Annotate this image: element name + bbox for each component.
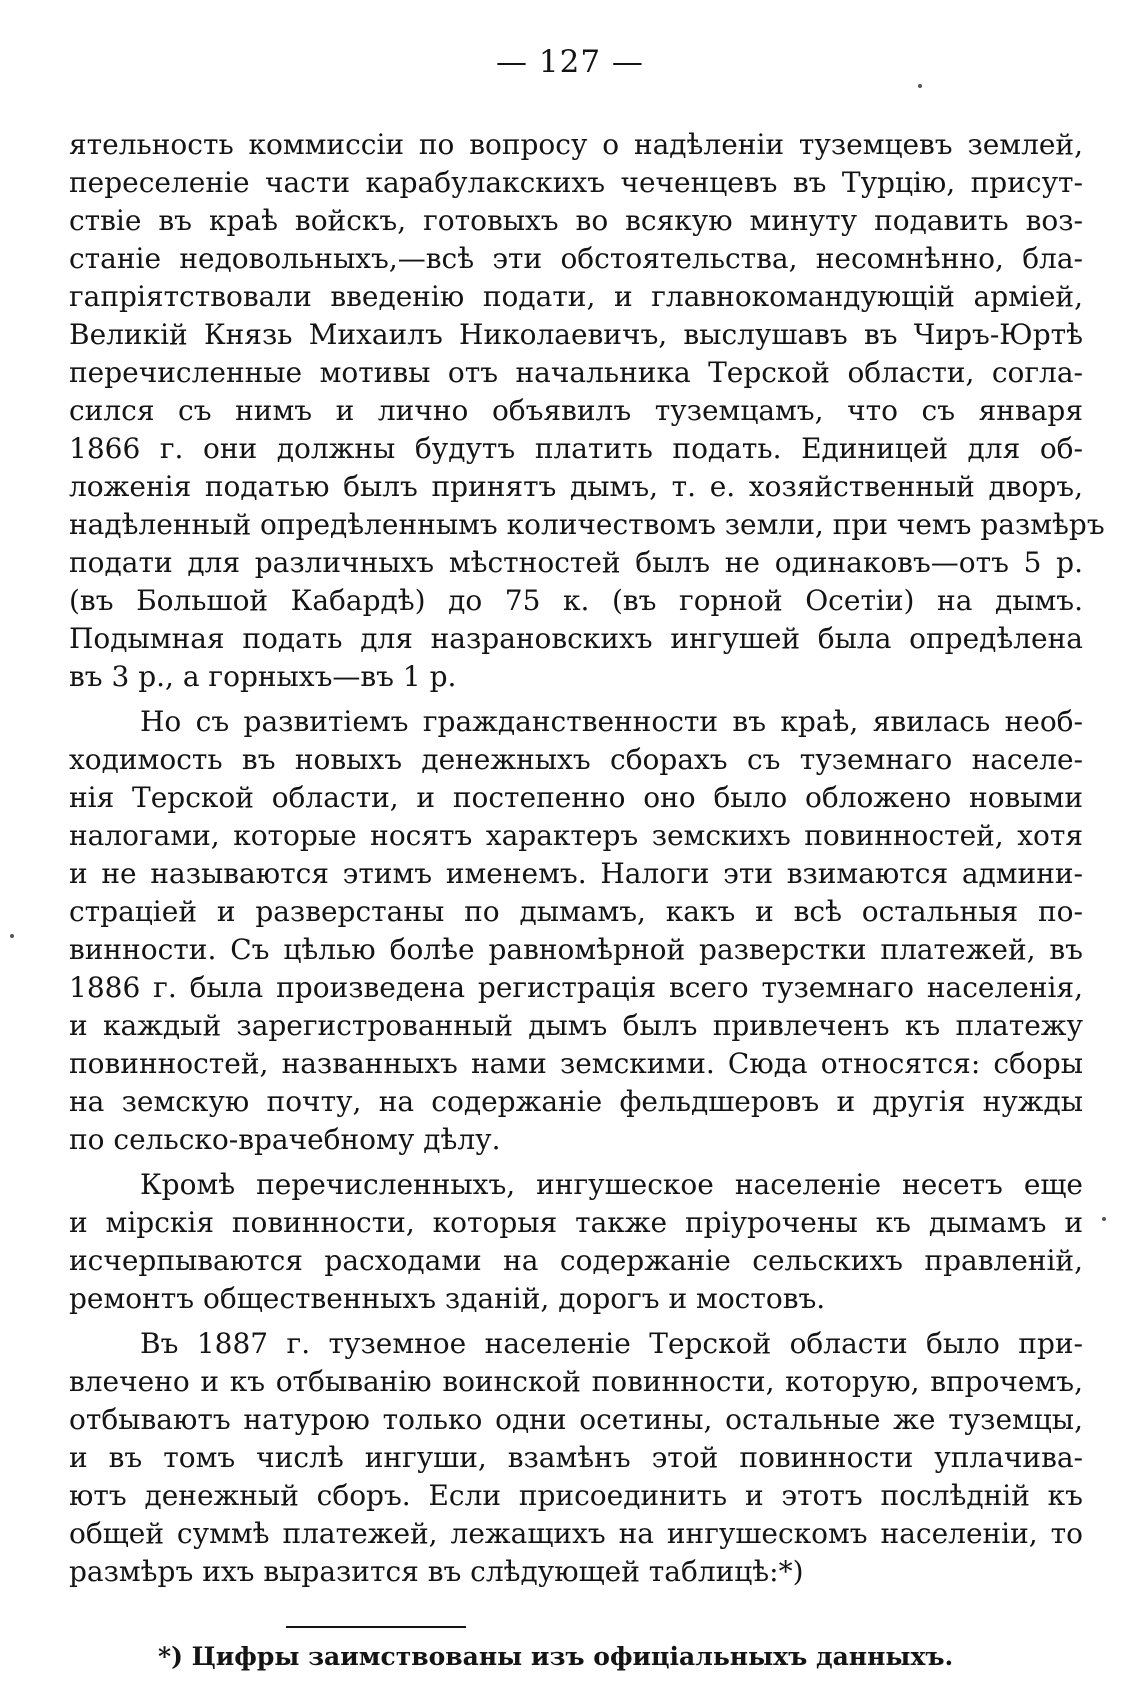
text-line: и въ томъ числѣ ингуши, взамѣнъ этой повинности уплачива- [69,1441,1083,1474]
scan-speck [918,84,922,88]
text-line: ютъ денежный сборъ. Если присоединить и этотъ послѣдній къ [69,1479,1083,1512]
footnote-divider [286,1626,466,1628]
text-line: надѣленный опредѣленнымъ количествомъ земли, при чемъ размѣръ [69,508,1105,541]
text-line: отбываютъ натурою только одни осетины, остальные же туземцы, [69,1403,1083,1436]
text-line: общей суммѣ платежей, лежащихъ на ингушескомъ населеніи, то [69,1517,1083,1550]
text-line: страціей и разверстаны по дымамъ, какъ и всѣ остальныя по- [69,895,1083,928]
text-line: Великій Князь Михаилъ Николаевичъ, выслушавъ въ Чиръ-Юртѣ [69,318,1083,351]
text-line: станіе недовольныхъ,—всѣ эти обстоятельства, несомнѣнно, бла- [69,242,1083,275]
text-line: (въ Большой Кабардѣ) до 75 к. (въ горной Осетіи) на дымъ. [69,584,1083,617]
text-line: и не называются этимъ именемъ. Налоги эти взимаются админи- [69,857,1083,890]
text-line: винности. Съ цѣлью болѣе равномѣрной разверстки платежей, въ [69,933,1083,966]
text-line: по сельско-врачебному дѣлу. [69,1123,501,1156]
text-line: и мірскія повинности, которыя также пріурочены къ дымамъ и [69,1206,1083,1239]
text-line: нія Терской области, и постепенно оно было обложено новыми [69,781,1083,814]
text-line: Подымная подать для назрановскихъ ингушей была опредѣлена [69,622,1083,655]
text-line: размѣръ ихъ выразится въ слѣдующей таблицѣ:*) [69,1555,804,1588]
text-line: и каждый зарегистрованный дымъ былъ привлеченъ къ платежу [69,1009,1083,1042]
text-line: налогами, которые носятъ характеръ земскихъ повинностей, хотя [69,819,1083,852]
text-line: гапріятствовали введенію подати, и главнокомандующій арміей, [69,280,1083,313]
text-line: ложенія податью былъ принятъ дымъ, т. е. хозяйственный дворъ, [69,470,1083,503]
text-line: въ 3 р., а горныхъ—въ 1 р. [69,660,457,693]
text-line: 1886 г. была произведена регистрація всего туземнаго населенія, [69,971,1083,1004]
text-line: перечисленные мотивы отъ начальника Терской области, согла- [69,356,1083,389]
scan-speck [10,934,14,938]
text-line: на земскую почту, на содержаніе фельдшеровъ и другія нужды [69,1085,1083,1118]
text-line: ходимость въ новыхъ денежныхъ сборахъ съ туземнаго населе- [69,743,1083,776]
text-line: влечено и къ отбыванію воинской повинности, которую, впрочемъ, [69,1365,1083,1398]
page-number: — 127 — [496,44,644,80]
scan-speck [1102,1217,1106,1221]
text-line: повинностей, названныхъ нами земскими. Сюда относятся: сборы [69,1047,1083,1080]
footnote: *) Цифры заимствованы изъ офиціальныхъ данныхъ. [158,1642,954,1671]
text-line: 1866 г. они должны будутъ платить подать. Единицей для об- [69,432,1083,465]
text-line: сился съ нимъ и лично объявилъ туземцамъ, что съ января [69,394,1083,427]
text-line: переселеніе части карабулакскихъ чеченцевъ въ Турцію, присут- [69,166,1083,199]
text-line: подати для различныхъ мѣстностей былъ не одинаковъ—отъ 5 р. [69,546,1083,579]
text-line: исчерпываются расходами на содержаніе сельскихъ правленій, [69,1244,1083,1277]
text-line: ятельность коммиссіи по вопросу о надѣленіи туземцевъ землей, [69,128,1083,161]
text-line: ремонтъ общественныхъ зданій, дорогъ и мостовъ. [69,1282,826,1315]
text-line: Кромѣ перечисленныхъ, ингушеское населеніе несетъ еще [140,1168,1083,1201]
text-line: ствіе въ краѣ войскъ, готовыхъ во всякую минуту подавить воз- [69,204,1083,237]
text-line: Въ 1887 г. туземное населеніе Терской области было при- [140,1327,1083,1360]
text-line: Но съ развитіемъ гражданственности въ краѣ, явилась необ- [140,705,1083,738]
